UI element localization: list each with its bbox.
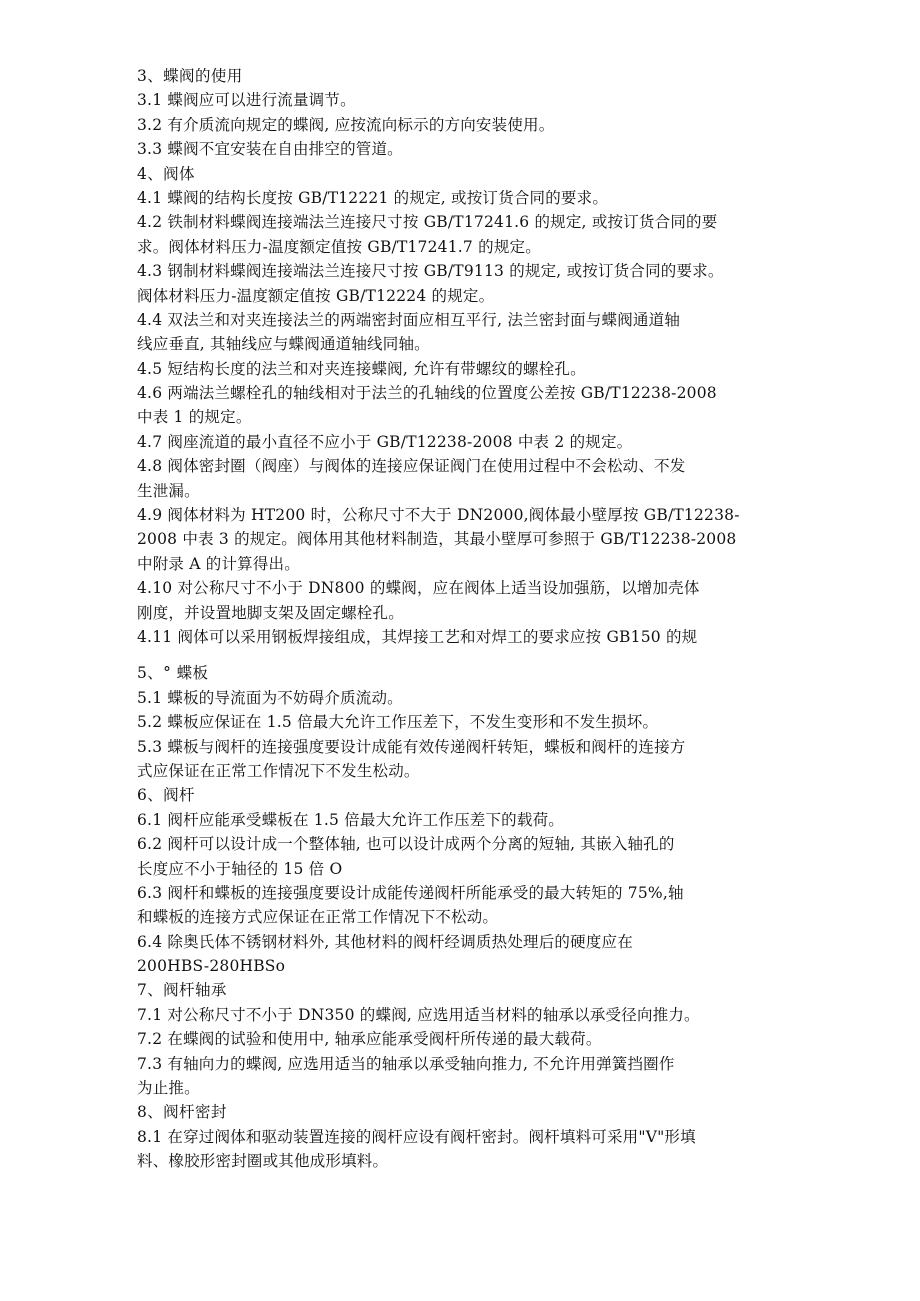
paragraph-line: 2008 中表 3 的规定。阀体用其他材料制造，其最小壁厚可参照于 GB/T12238-2008 (137, 530, 737, 549)
document-body (137, 64, 787, 1174)
paragraph-line: 3.1 蝶阀应可以进行流量调节。 (137, 91, 356, 110)
section-heading: 4、阀体 (137, 164, 195, 183)
paragraph-line: 5.1 蝶板的导流面为不妨碍介质流动。 (137, 688, 403, 707)
paragraph-line: 和蝶板的连接方式应保证在正常工作情况下不松动。 (137, 908, 499, 927)
paragraph-line: 4.4 双法兰和对夹连接法兰的两端密封面应相互平行, 法兰密封面与蝶阀通道轴 (137, 310, 681, 329)
paragraph-line: 中表 1 的规定。 (137, 408, 252, 427)
paragraph-line: 4.1 蝶阀的结构长度按 GB/T12221 的规定, 或按订货合同的要求。 (137, 188, 609, 207)
paragraph-line: 6.3 阀杆和蝶板的连接强度要设计成能传递阀杆所能承受的最大转矩的 75%,轴 (137, 883, 684, 902)
section-heading: 5、° 蝶板 (137, 664, 209, 683)
paragraph-line: 7.1 对公称尺寸不小于 DN350 的蝶阀, 应选用适当材料的轴承以承受径向推力。 (137, 1005, 700, 1024)
section-heading: 8、阀杆密封 (137, 1103, 227, 1122)
paragraph-line: 3.2 有介质流向规定的蝶阀, 应按流向标示的方向安装使用。 (137, 115, 555, 134)
paragraph-line: 刚度，并设置地脚支架及固定螺栓孔。 (137, 603, 404, 622)
paragraph-line: 长度应不小于轴径的 15 倍 O (137, 859, 343, 878)
paragraph-line: 4.5 短结构长度的法兰和对夹连接蝶阀, 允许有带螺纹的螺栓孔。 (137, 359, 586, 378)
paragraph-line: 阀体材料压力-温度额定值按 GB/T12224 的规定。 (137, 286, 495, 305)
paragraph-line: 线应垂直, 其轴线应与蝶阀通道轴线同轴。 (137, 335, 430, 354)
paragraph-line: 6.2 阀杆可以设计成一个整体轴, 也可以设计成两个分离的短轴, 其嵌入轴孔的 (137, 835, 675, 854)
section-heading: 3、蝶阀的使用 (137, 67, 243, 85)
paragraph-line: 6.4 除奥氏体不锈钢材料外, 其他材料的阀杆经调质热处理后的硬度应在 (137, 932, 633, 951)
paragraph-line: 5.3 蝶板与阀杆的连接强度要设计成能有效传递阀杆转矩，蝶板和阀杆的连接方 (137, 737, 686, 756)
paragraph-line: 4.11 阀体可以采用钢板焊接组成，其焊接工艺和对焊工的要求应按 GB150 的规 (137, 627, 698, 646)
paragraph-line: 料、橡胶形密封圈或其他成形填料。 (137, 1152, 389, 1171)
paragraph-line: 5.2 蝶板应保证在 1.5 倍最大允许工作压差下，不发生变形和不发生损坏。 (137, 713, 659, 732)
paragraph-line: 为止推。 (137, 1079, 200, 1098)
paragraph-line: 式应保证在正常工作情况下不发生松动。 (137, 761, 420, 780)
section-heading: 7、阀杆轴承 (137, 981, 227, 1000)
paragraph-line: 7.3 有轴向力的蝶阀, 应选用适当的轴承以承受轴向推力, 不允许用弹簧挡圈作 (137, 1054, 675, 1073)
paragraph-line: 中附录 A 的计算得出。 (137, 554, 300, 573)
paragraph-line: 生泄漏。 (137, 481, 200, 500)
section-heading: 6、阀杆 (137, 786, 195, 805)
paragraph-line: 4.7 阀座流道的最小直径不应小于 GB/T12238-2008 中表 2 的规定。 (137, 432, 633, 451)
paragraph-line: 3.3 蝶阀不宜安装在自由排空的管道。 (137, 140, 403, 159)
paragraph-line: 求。阀体材料压力-温度额定值按 GB/T17241.7 的规定。 (137, 237, 541, 256)
paragraph-line: 4.10 对公称尺寸不小于 DN800 的蝶阀，应在阀体上适当设加强筋，以增加壳体 (137, 579, 700, 598)
paragraph-line: 4.3 钢制材料蝶阀连接端法兰连接尺寸按 GB/T9113 的规定, 或按订货合同的要求。 (137, 262, 724, 281)
paragraph-line: 6.1 阀杆应能承受蝶板在 1.5 倍最大允许工作压差下的载荷。 (137, 810, 564, 829)
paragraph-line: 4.2 铁制材料蝶阀连接端法兰连接尺寸按 GB/T17241.6 的规定, 或按订货合同的要 (137, 213, 718, 232)
blank-gap (137, 649, 787, 661)
paragraph-line: 4.9 阀体材料为 HT200 时，公称尺寸不大于 DN2000,阀体最小壁厚按 GB/T12238- (137, 506, 740, 525)
paragraph-line: 7.2 在蝶阀的试验和使用中, 轴承应能承受阀杆所传递的最大载荷。 (137, 1030, 602, 1049)
paragraph-line: 8.1 在穿过阀体和驱动装置连接的阀杆应设有阀杆密封。阀杆填料可采用"V"形填 (137, 1127, 696, 1146)
paragraph-line: 4.6 两端法兰螺栓孔的轴线相对于法兰的孔轴线的位置度公差按 GB/T12238-2008 (137, 384, 717, 403)
paragraph-line: 200HBS-280HBSo (137, 957, 286, 976)
paragraph-line: 4.8 阀体密封圈（阀座）与阀体的连接应保证阀门在使用过程中不会松动、不发 (137, 457, 686, 476)
